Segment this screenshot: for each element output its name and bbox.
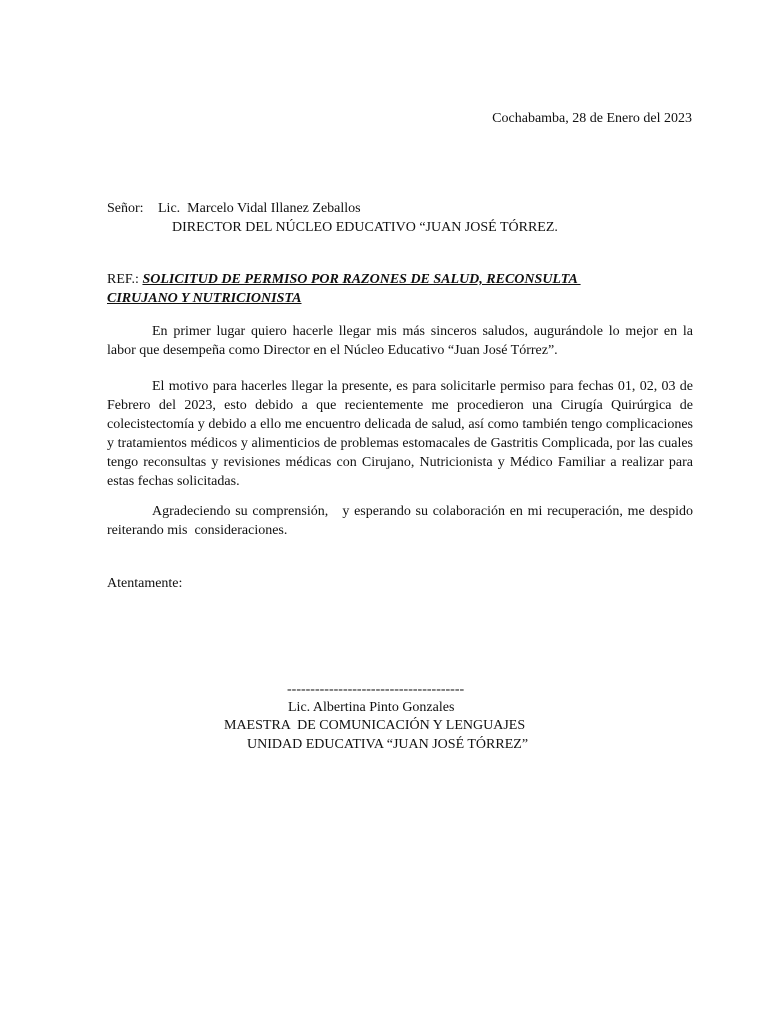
reference-title-line1: SOLICITUD DE PERMISO POR RAZONES DE SALUD, RECONSULTA [142, 272, 581, 287]
signature-name: Lic. Albertina Pinto Gonzales [288, 700, 455, 715]
recipient-title: DIRECTOR DEL NÚCLEO EDUCATIVO “JUAN JOSÉ TÓRREZ. [172, 220, 558, 235]
reference-label: REF.: [107, 272, 139, 287]
recipient-line [107, 199, 361, 218]
paragraph-request: El motivo para hacerles llegar la presente, es para solicitarle permiso para fechas 01, 02, 03 de Febrero del 2023, esto debido a que recientemente me procedieron una Cirugía Quirúrgica de colecistectomía y debido a ello me encuentro delicada de salud, así como también tengo complicaciones y tratamientos médicos y alimenticios de problemas estomacales de Gastritis Complicada, por las cuales tengo reconsultas y revisiones médicas con Cirujano, Nutricionista y Médico Familiar a realizar para estas fechas solicitadas. [107, 379, 693, 489]
reference-line-2 [107, 289, 302, 308]
recipient-name: Lic. Marcelo Vidal Illanez Zeballos [158, 201, 361, 216]
signature-unit: UNIDAD EDUCATIVA “JUAN JOSÉ TÓRREZ” [247, 737, 529, 752]
paragraph-thanks: Agradeciendo su comprensión, y esperando su colaboración en mi recuperación, me despido reiterando mis consideraciones. [107, 504, 697, 538]
reference-line [107, 270, 581, 289]
signature-role: MAESTRA DE COMUNICACIÓN Y LENGUAJES [224, 718, 526, 733]
recipient-label: Señor: [107, 201, 144, 216]
paragraph-greeting: En primer lugar quiero hacerle llegar mis más sinceros saludos, augurándole lo mejor en la labor que desempeña como Director en el Núcleo Educativo “Juan José Tórrez”. [107, 324, 693, 358]
date-line: Cochabamba, 28 de Enero del 2023 [492, 111, 692, 126]
closing: Atentamente: [107, 576, 183, 591]
signature-line: -------------------------------------- [287, 682, 465, 697]
reference-title-line2: CIRUJANO Y NUTRICIONISTA [107, 291, 302, 306]
